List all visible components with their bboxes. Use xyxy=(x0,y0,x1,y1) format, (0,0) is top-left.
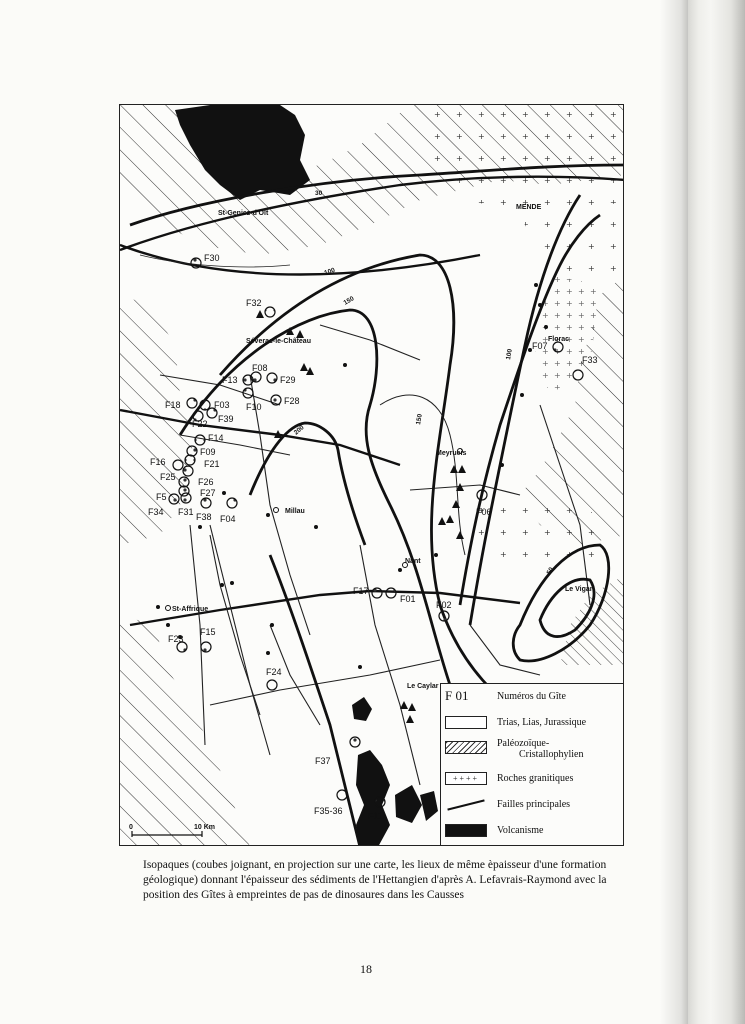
map-legend xyxy=(440,683,624,845)
legend-swatch-volcanism xyxy=(445,824,487,837)
town-markers xyxy=(166,449,463,611)
isopach-label-150-a: 150 xyxy=(342,295,356,307)
site-label: F08 xyxy=(252,363,268,373)
site-label: F01 xyxy=(400,594,416,604)
site-label: F16 xyxy=(150,457,166,467)
granite-northeast xyxy=(420,105,624,215)
isopach-label-200: 200 xyxy=(292,424,306,437)
legend-row-faults xyxy=(445,794,570,814)
site-label: F11 xyxy=(368,811,383,821)
site-label: F09 xyxy=(200,447,216,457)
isopach-label-100-a: 100 xyxy=(323,266,336,277)
site-label: F27 xyxy=(200,488,216,498)
legend-row-granite xyxy=(445,768,573,788)
legend-swatch-granite: ++++ xyxy=(445,772,487,785)
site-label: F21 xyxy=(204,459,220,469)
scale-ten: 10 Km xyxy=(194,824,216,831)
site-label: F15 xyxy=(200,627,216,637)
volcanism-escandorgue-3 xyxy=(395,785,422,823)
site-label: F39 xyxy=(218,414,234,424)
place-le-vigan: Le Vigan xyxy=(565,586,595,593)
site-label: F24 xyxy=(266,667,282,677)
legend-row-trias xyxy=(445,712,586,732)
isopach-label-30: 30 xyxy=(315,190,323,197)
place-florac: Florac xyxy=(548,336,570,343)
scale-zero: 0 xyxy=(129,824,133,831)
granite-mende xyxy=(520,210,624,285)
place-meyrueis: Meyrueis xyxy=(436,450,467,457)
site-label: F14 xyxy=(208,433,224,443)
site-label: F37 xyxy=(315,756,331,766)
site-label: F5 xyxy=(156,492,167,502)
legend-row-paleozoic xyxy=(445,738,583,766)
legend-paleozoic-line1: Paléozoïque- xyxy=(497,738,550,749)
volcanism-escandorgue-2 xyxy=(356,750,390,846)
legend-swatch-paleozoic xyxy=(445,741,487,754)
site-label: F10 xyxy=(246,402,262,412)
place-millau: Millau xyxy=(285,508,305,515)
legend-row-volcanism xyxy=(445,820,543,840)
place-st-affrique: St-Affrique xyxy=(172,606,209,613)
legend-paleozoic-line2: Cristallophylien xyxy=(519,749,584,760)
site-label: F30 xyxy=(204,253,220,263)
isopach-label-100-b: 100 xyxy=(505,348,514,361)
legend-row-sites xyxy=(445,686,566,706)
legend-volcanism-label: Volcanisme xyxy=(497,824,544,836)
site-label: F38 xyxy=(196,512,212,522)
book-edge xyxy=(688,0,745,1024)
site-label: F28 xyxy=(284,396,300,406)
site-label: F33 xyxy=(582,355,598,365)
page-number: 18 xyxy=(360,962,372,976)
place-nant: Nant xyxy=(405,558,421,565)
place-le-caylar: Le Caylar xyxy=(407,683,439,690)
site-label: F03 xyxy=(214,400,230,410)
site-label: F26 xyxy=(198,477,214,487)
site-label: F31 xyxy=(178,507,194,517)
isopach-label-150-b: 150 xyxy=(415,413,424,426)
geological-map xyxy=(119,104,624,846)
place-mende: MENDE xyxy=(516,204,542,211)
volcanism-escandorgue-1 xyxy=(352,697,372,721)
site-label: F29 xyxy=(280,375,296,385)
legend-swatch-faults xyxy=(445,798,487,811)
site-label: F07 xyxy=(532,341,548,351)
place-severac: Séverac-le-Château xyxy=(246,338,311,345)
volcanism-escandorgue-4 xyxy=(420,791,438,821)
legend-granite-label: Roches granitiques xyxy=(497,772,574,784)
figure-caption: Isopaques (coubes joignant, en projection sur une carte, les lieux de même èpaisseur d'une formation géologique) donnant l'épaisseur des sédiments de l'Hettangien d'après A. Lefavrais-Raymond avec la position des Gîtes à empreintes de pas de dinosaures dans les Causses xyxy=(143,859,607,901)
legend-sites-label: Numéros du Gîte xyxy=(497,690,566,702)
legend-trias-label: Trias, Lias, Jurassique xyxy=(497,716,587,728)
site-label: F17 xyxy=(353,586,369,596)
site-label: F06 xyxy=(476,507,492,517)
site-label: F22 xyxy=(192,419,208,429)
legend-faults-label: Failles principales xyxy=(497,798,571,810)
site-label: F23 xyxy=(168,634,184,644)
isopach-label-50: 50 xyxy=(545,566,556,576)
site-label: F34 xyxy=(148,507,164,517)
legend-paleozoic-label xyxy=(497,738,583,760)
site-label: F32 xyxy=(246,298,262,308)
legend-swatch-trias xyxy=(445,716,487,729)
site-label: F25 xyxy=(160,472,176,482)
site-label: F04 xyxy=(220,514,236,524)
site-label: F02 xyxy=(436,600,452,610)
place-st-geniez: St-Geniez-d'Olt xyxy=(218,210,269,217)
site-label: F35-36 xyxy=(314,806,343,816)
legend-code: F 01 xyxy=(445,688,469,703)
page-gutter-shadow xyxy=(660,0,690,1024)
site-label: F13 xyxy=(222,375,238,385)
site-label: F18 xyxy=(165,400,181,410)
